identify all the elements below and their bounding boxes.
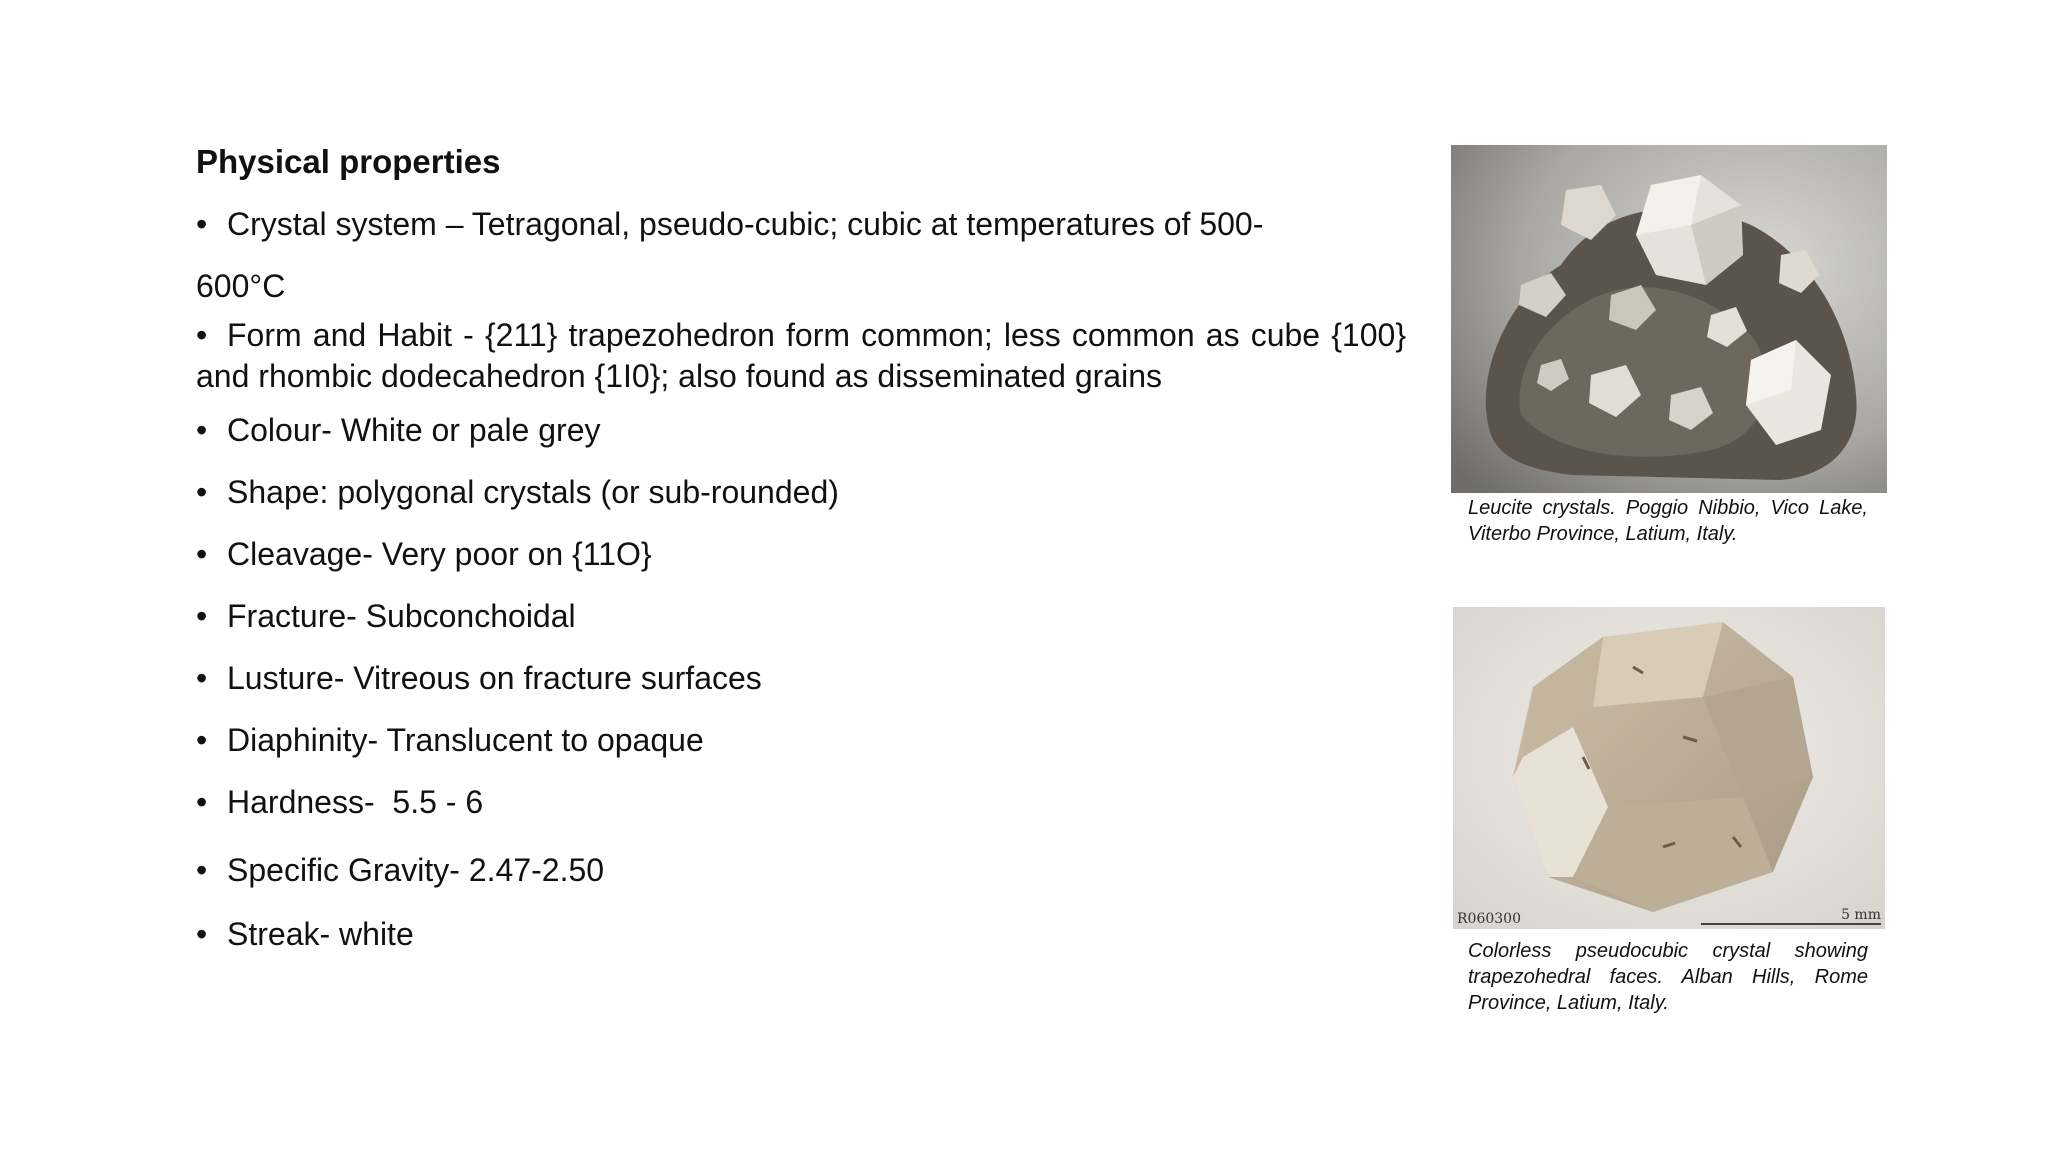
bullet-icon: • — [196, 412, 208, 448]
bullet-icon: • — [196, 852, 208, 888]
bullet-icon: • — [196, 598, 208, 634]
property-form-and-habit: • Form and Habit - {211} trapezohedron form common; less common as cube {100} and rhombic dodecahedron {1I0}; also found as disseminated grains — [196, 317, 1406, 394]
pseudocubic-crystal-photo — [1453, 607, 1885, 929]
property-specific-gravity: • Specific Gravity- 2.47-2.50 — [196, 850, 1406, 891]
property-lusture: • Lusture- Vitreous on fracture surfaces — [196, 658, 1406, 699]
bullet-icon: • — [196, 916, 208, 952]
bullet-icon: • — [196, 536, 208, 572]
property-fracture: • Fracture- Subconchoidal — [196, 596, 1406, 637]
scale-bar-label: 5 mm — [1841, 907, 1881, 923]
leucite-crystals-drawing — [1451, 145, 1887, 493]
property-crystal-system-continued: 600°C — [196, 268, 286, 304]
property-cleavage: • Cleavage- Very poor on {11O} — [196, 534, 1406, 575]
bullet-icon: • — [196, 474, 208, 510]
pseudocubic-crystal-drawing — [1453, 607, 1885, 929]
property-hardness: • Hardness- 5.5 - 6 — [196, 782, 1406, 823]
property-diaphinity: • Diaphinity- Translucent to opaque — [196, 720, 1406, 761]
figure-caption: Leucite crystals. Poggio Nibbio, Vico Lake, Viterbo Province, Latium, Italy. — [1468, 497, 1868, 545]
scale-bar — [1701, 923, 1881, 925]
sample-id-label: R060300 — [1457, 911, 1521, 927]
bullet-icon: • — [196, 660, 208, 696]
bullet-icon: • — [196, 784, 208, 820]
property-colour: • Colour- White or pale grey — [196, 410, 1406, 451]
figure-caption: Colorless pseudocubic crystal showing trapezohedral faces. Alban Hills, Rome Province, Latium, Italy. — [1468, 940, 1868, 1014]
bullet-icon: • — [196, 206, 208, 242]
section-heading: Physical properties — [196, 143, 501, 180]
property-shape: • Shape: polygonal crystals (or sub-rounded) — [196, 472, 1406, 513]
property-crystal-system: • Crystal system – Tetragonal, pseudo-cubic; cubic at temperatures of 500- — [196, 204, 1406, 245]
property-streak: • Streak- white — [196, 914, 1406, 955]
leucite-crystals-photo — [1451, 145, 1887, 493]
bullet-icon: • — [196, 722, 208, 758]
bullet-icon: • — [196, 317, 208, 353]
